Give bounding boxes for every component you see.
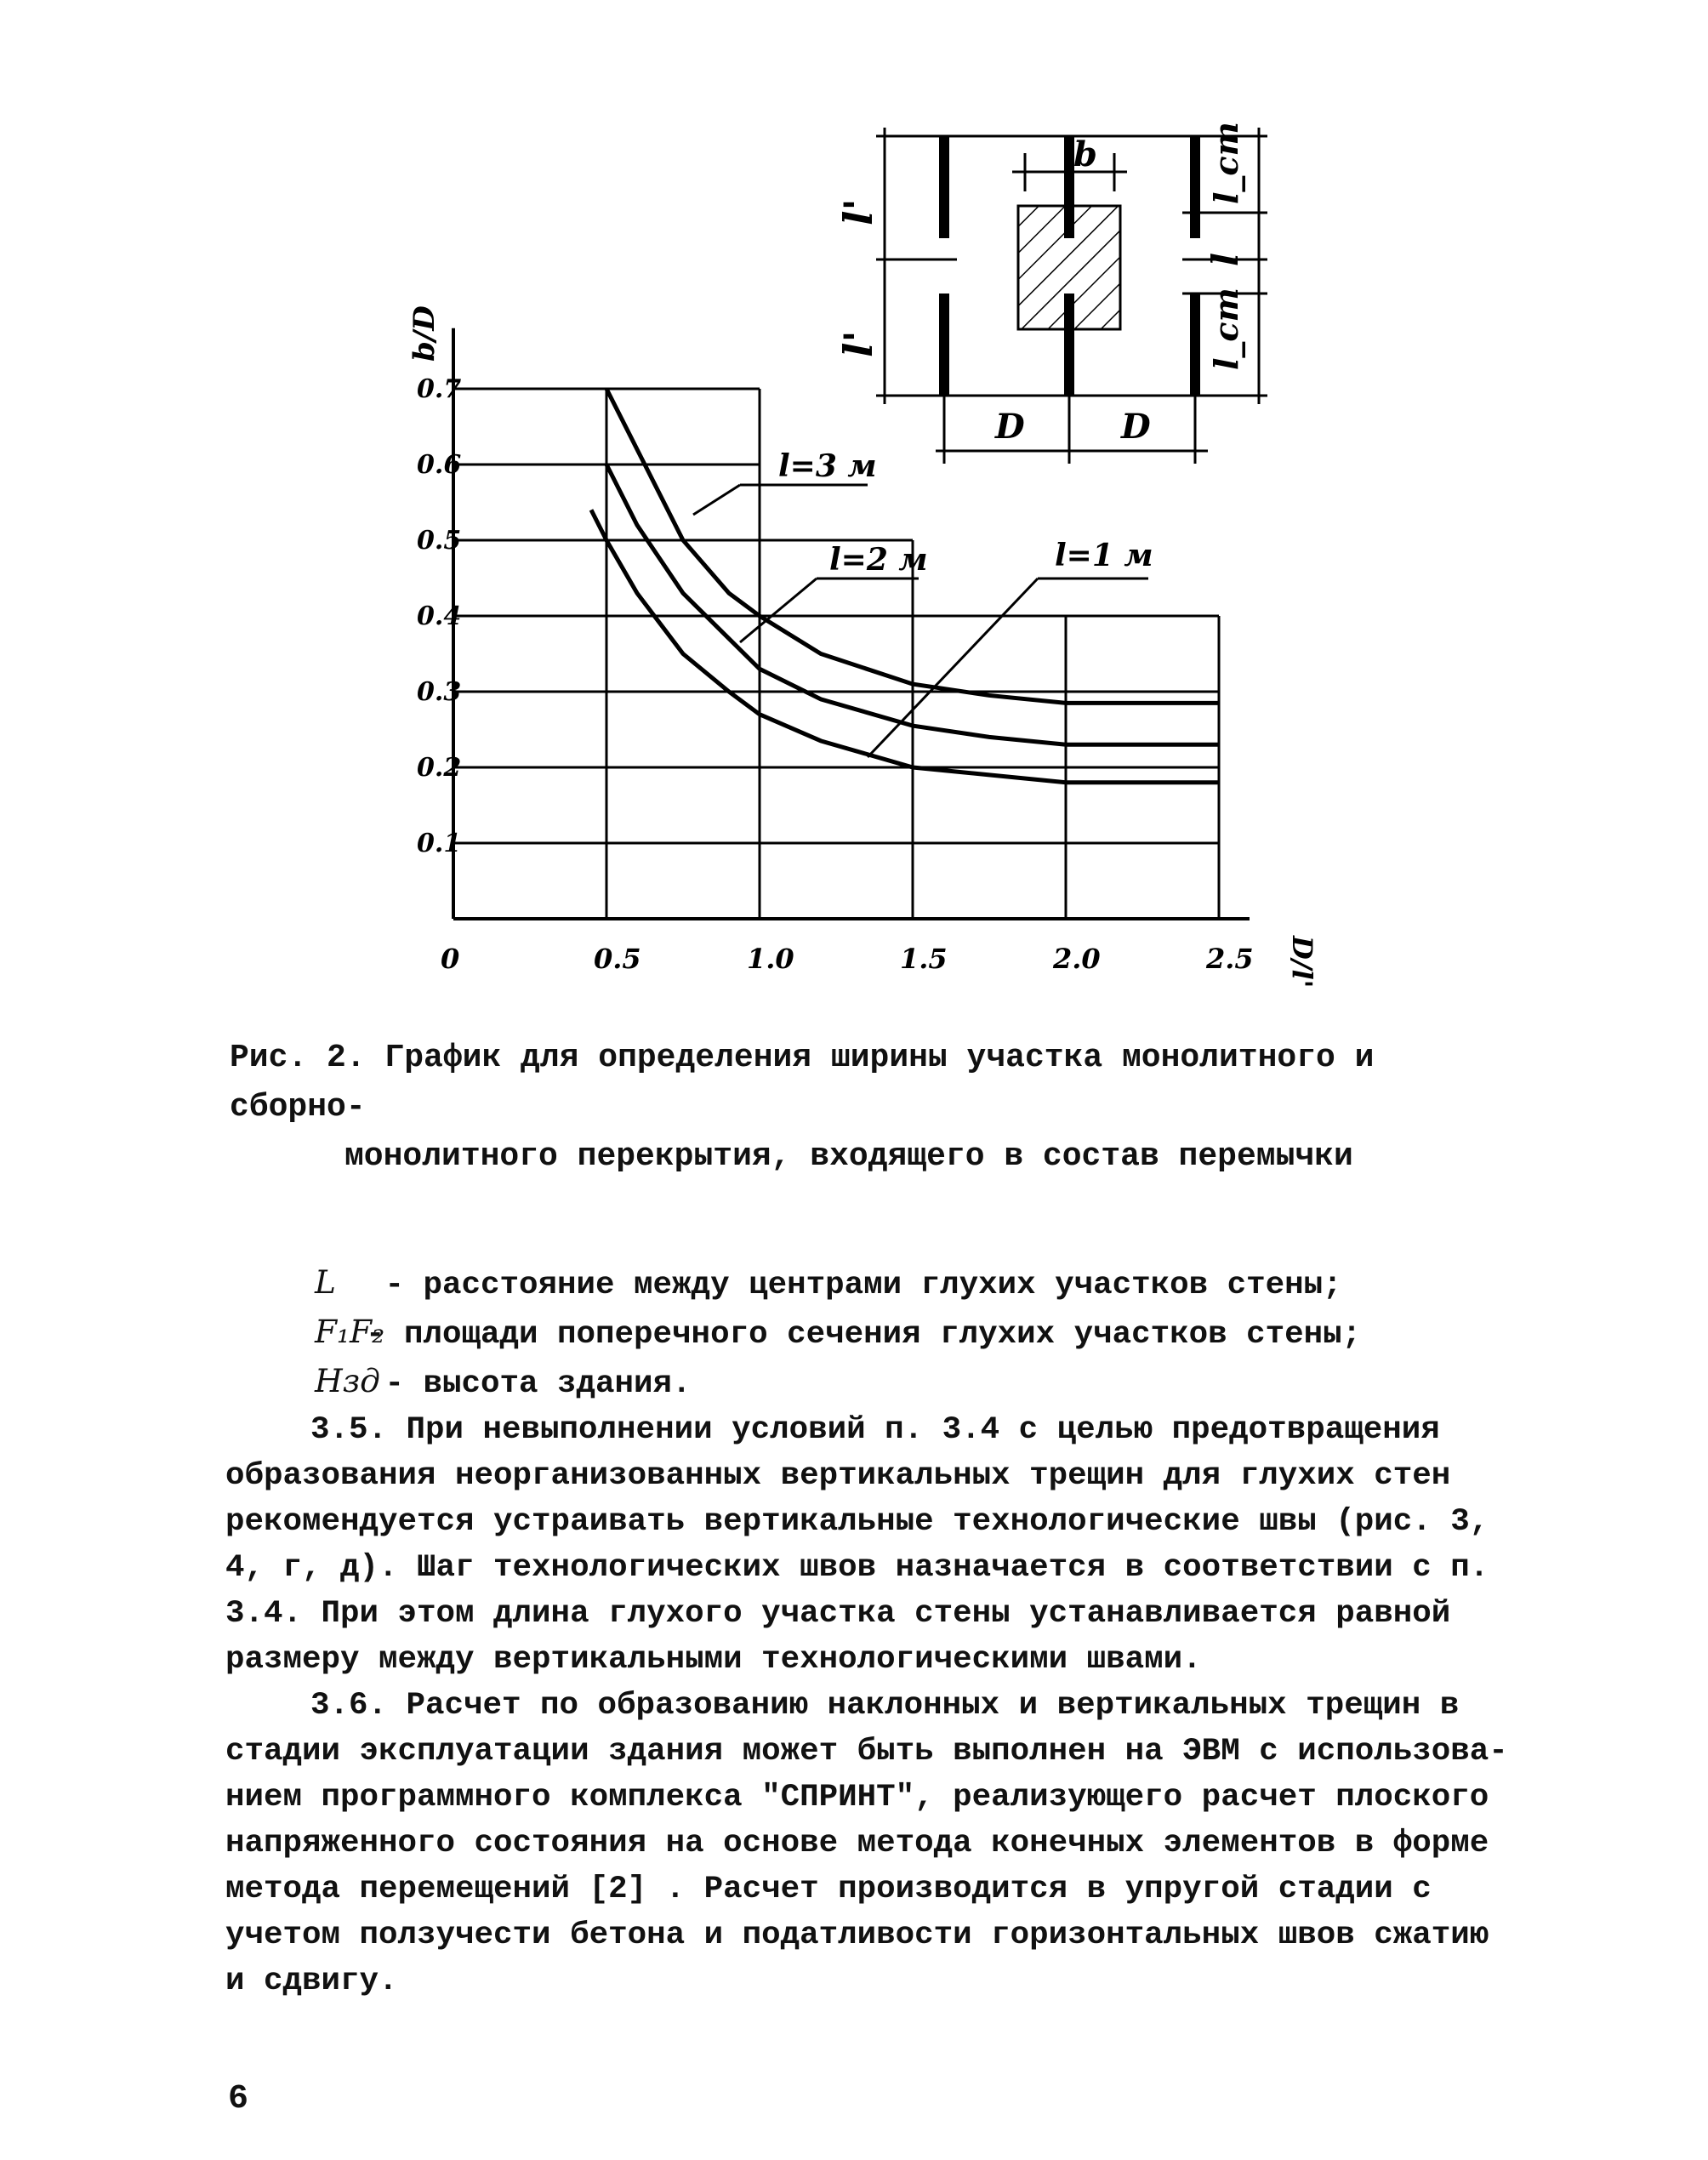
x-tick-label: 1.0 xyxy=(747,943,794,975)
inset-label-b: b xyxy=(1073,134,1097,174)
chart-figure xyxy=(0,0,1708,1021)
symbol-F: F₁F₂ xyxy=(315,1313,385,1350)
para-35-line: 4, г, д). Шаг технологических швов назначается в соответствии с п. xyxy=(225,1550,1489,1586)
paragraph-3-5 xyxy=(225,1407,1518,1683)
inset-label-l-upper: l' xyxy=(835,198,881,225)
symbol-H: Hзд xyxy=(315,1362,380,1399)
chart-curve-labels xyxy=(693,448,1153,757)
para-35-line: рекомендуется устраивать вертикальные технологические швы (рис. 3, xyxy=(225,1504,1489,1540)
y-tick-label: 0.7 xyxy=(417,374,462,404)
definition-H: Hзд - высота здания. xyxy=(225,1358,1518,1407)
inset-label-l-lower: l' xyxy=(835,330,881,357)
x-tick-label: 1.5 xyxy=(900,943,948,975)
para-36-line: стадии эксплуатации здания может быть выполнен на ЭВМ с использова- xyxy=(225,1734,1508,1770)
inset-label-lct-bottom: l_ст xyxy=(1207,288,1245,370)
para-35-line: 3.5. При невыполнении условий п. 3.4 с целью предотвращения xyxy=(310,1412,1440,1448)
para-36-line: напряженного состояния на основе метода конечных элементов в форме xyxy=(225,1826,1489,1861)
chart-curves xyxy=(591,389,1219,783)
inset-label-D-right: D xyxy=(1121,407,1151,447)
inset-slab-hatch xyxy=(1018,206,1120,329)
body-text xyxy=(225,1259,1518,2004)
x-tick-label: 0.5 xyxy=(594,943,641,975)
page-number: 6 xyxy=(228,2080,249,2118)
y-tick-label: 0.3 xyxy=(417,677,462,707)
para-36-line: и сдвигу. xyxy=(225,1963,398,1999)
para-35-line: образования неорганизованных вертикальных трещин для глухих стен xyxy=(225,1458,1451,1494)
y-tick-label: 0.1 xyxy=(417,829,462,858)
curve-label-3: l=1 м xyxy=(1055,538,1153,573)
y-tick-label: 0.4 xyxy=(417,601,462,631)
paragraph-3-6 xyxy=(225,1683,1518,2004)
symbol-L: L xyxy=(315,1263,336,1301)
x-axis-title: D/l' xyxy=(1286,936,1318,989)
curve-label-1: l=3 м xyxy=(778,448,877,484)
curve-label-leader xyxy=(693,485,740,515)
caption-line-1: Рис. 2. График для определения ширины участка монолитного и сборно- xyxy=(230,1040,1375,1126)
x-tick-label: 0 xyxy=(441,943,460,975)
y-axis-title: b/D xyxy=(407,305,441,362)
definition-F: F₁F₂- площади поперечного сечения глухих участков стены; xyxy=(225,1308,1518,1358)
y-tick-label: 0.5 xyxy=(417,526,462,556)
para-35-line: 3.4. При этом длина глухого участка стены устанавливается равной xyxy=(225,1596,1451,1632)
figure-caption xyxy=(230,1034,1506,1182)
inset-label-lct-top: l_ст xyxy=(1207,122,1245,204)
para-36-line: нием программного комплекса "СПРИНТ", реализующего расчет плоского xyxy=(225,1780,1489,1815)
y-tick-label: 0.6 xyxy=(417,450,462,480)
definition-L: L - расстояние между центрами глухих участков стены; xyxy=(225,1259,1518,1308)
x-tick-label: 2.0 xyxy=(1053,943,1101,975)
para-35-line: размеру между вертикальными технологическими швами. xyxy=(225,1642,1202,1678)
y-tick-label: 0.2 xyxy=(417,753,462,783)
inset-label-D-left: D xyxy=(995,407,1025,447)
para-36-line: 3.6. Расчет по образованию наклонных и вертикальных трещин в xyxy=(310,1688,1460,1724)
para-36-line: метода перемещений [2] . Расчет производится в упругой стадии с xyxy=(225,1872,1432,1907)
curve-label-2: l=2 м xyxy=(829,542,928,578)
para-36-line: учетом ползучести бетона и податливости горизонтальных швов сжатию xyxy=(225,1918,1489,1953)
inset-label-l-right: l xyxy=(1204,253,1246,266)
caption-line-2: монолитного перекрытия, входящего в состав перемычки xyxy=(344,1138,1353,1175)
x-tick-label: 2.5 xyxy=(1206,943,1254,975)
